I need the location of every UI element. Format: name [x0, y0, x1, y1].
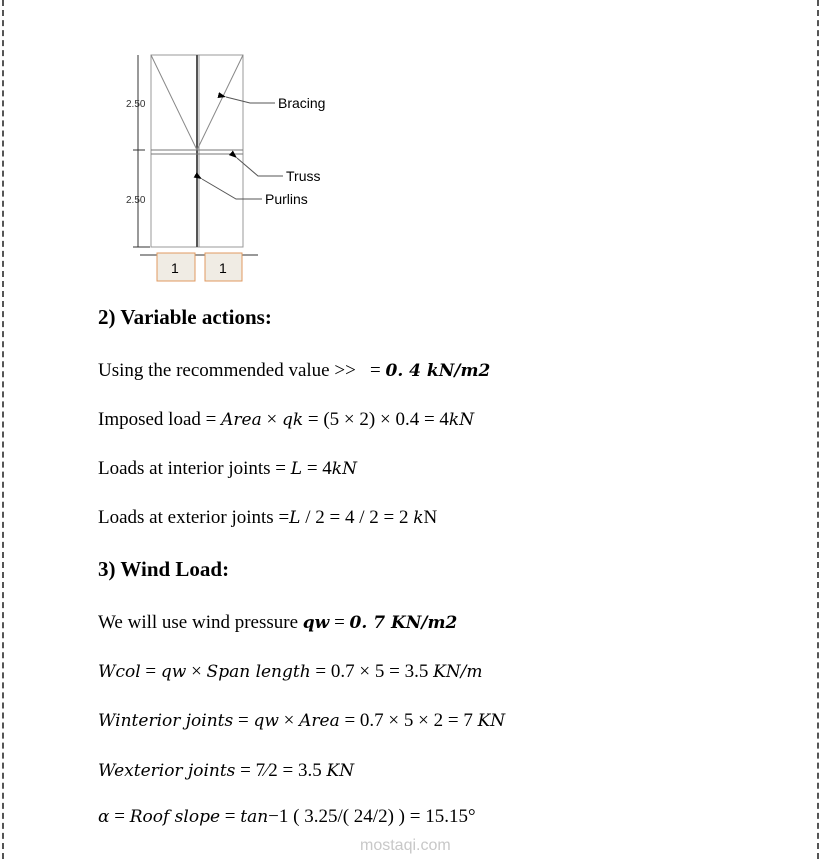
math: KN	[326, 761, 355, 781]
text: =	[140, 661, 161, 682]
bracing-leader	[226, 97, 275, 103]
bay-width-1: 1	[171, 260, 179, 276]
label-truss: Truss	[286, 168, 321, 184]
label-purlins: Purlins	[265, 191, 308, 207]
math: Area	[221, 410, 262, 430]
math: qw	[160, 662, 187, 682]
math: qw	[302, 613, 330, 633]
label-bracing: Bracing	[278, 95, 326, 111]
interior-joints-line	[98, 458, 357, 480]
text: Loads at interior joints =	[98, 458, 291, 479]
math: qk	[281, 410, 304, 430]
math: KN/m	[433, 662, 483, 682]
math: kN	[448, 410, 475, 430]
dimension-bottom: 2.50	[126, 195, 146, 206]
text: −1 ( 3.25/( 24/2) ) = 15.15°	[268, 806, 476, 827]
text: We will use wind pressure	[98, 612, 303, 633]
wexterior-line	[98, 760, 354, 782]
heading-variable-actions: 2) Variable actions:	[98, 305, 272, 329]
math: 0. 4 kN/m2	[385, 361, 491, 381]
text: = 4	[302, 458, 332, 479]
roof-slope-line	[98, 806, 476, 828]
math: Area	[299, 711, 340, 731]
text: = (5 × 2) × 0.4 = 4	[303, 409, 449, 430]
roof-plan-diagram	[0, 0, 400, 300]
text: Imposed load =	[98, 409, 222, 430]
math: α	[98, 807, 110, 827]
text: N	[423, 507, 438, 528]
exterior-joints-line	[98, 507, 437, 529]
math: Wexterior joints	[98, 761, 236, 781]
math: L	[290, 459, 303, 479]
bay-width-2: 1	[219, 260, 227, 276]
text: ×	[186, 661, 207, 682]
math: tan	[240, 807, 269, 827]
text: =	[329, 612, 350, 633]
heading-wind-load: 3) Wind Load:	[98, 557, 230, 581]
text: Loads at exterior joints =	[98, 507, 290, 528]
math: k	[413, 508, 424, 528]
wcol-line	[98, 661, 483, 683]
math: Span length	[206, 662, 311, 682]
math: L	[289, 508, 301, 528]
truss-leader	[237, 158, 283, 176]
math: KN	[477, 711, 506, 731]
bracing-line	[151, 55, 197, 150]
recommended-value-line	[98, 360, 490, 382]
text: =	[109, 806, 130, 827]
text: = 0.7 × 5 × 2 = 7	[339, 710, 478, 731]
text: = 0.7 × 5 = 3.5	[310, 661, 434, 682]
watermark: mostaqi.com	[360, 837, 451, 854]
page-edge-right	[817, 0, 819, 859]
bracing-line	[197, 55, 243, 150]
text: =	[220, 806, 241, 827]
text: =	[233, 710, 254, 731]
math: kN	[331, 459, 357, 479]
math: 0. 7 KN/m2	[349, 613, 458, 633]
dimension-top: 2.50	[126, 99, 146, 110]
math: Winterior joints	[98, 711, 234, 731]
imposed-load-line	[98, 409, 474, 431]
winterior-line	[98, 710, 505, 732]
purlins-leader	[202, 179, 262, 199]
text: ×	[261, 409, 282, 430]
text: Using the recommended value >> =	[98, 360, 386, 381]
math: Wcol	[98, 662, 141, 682]
text: / 2 = 4 / 2 = 2	[300, 507, 414, 528]
text: = 7⁄2 = 3.5	[235, 760, 327, 781]
math: Roof slope	[129, 807, 221, 827]
math: qw	[253, 711, 279, 731]
text: ×	[278, 710, 300, 731]
wind-pressure-line	[98, 612, 457, 634]
